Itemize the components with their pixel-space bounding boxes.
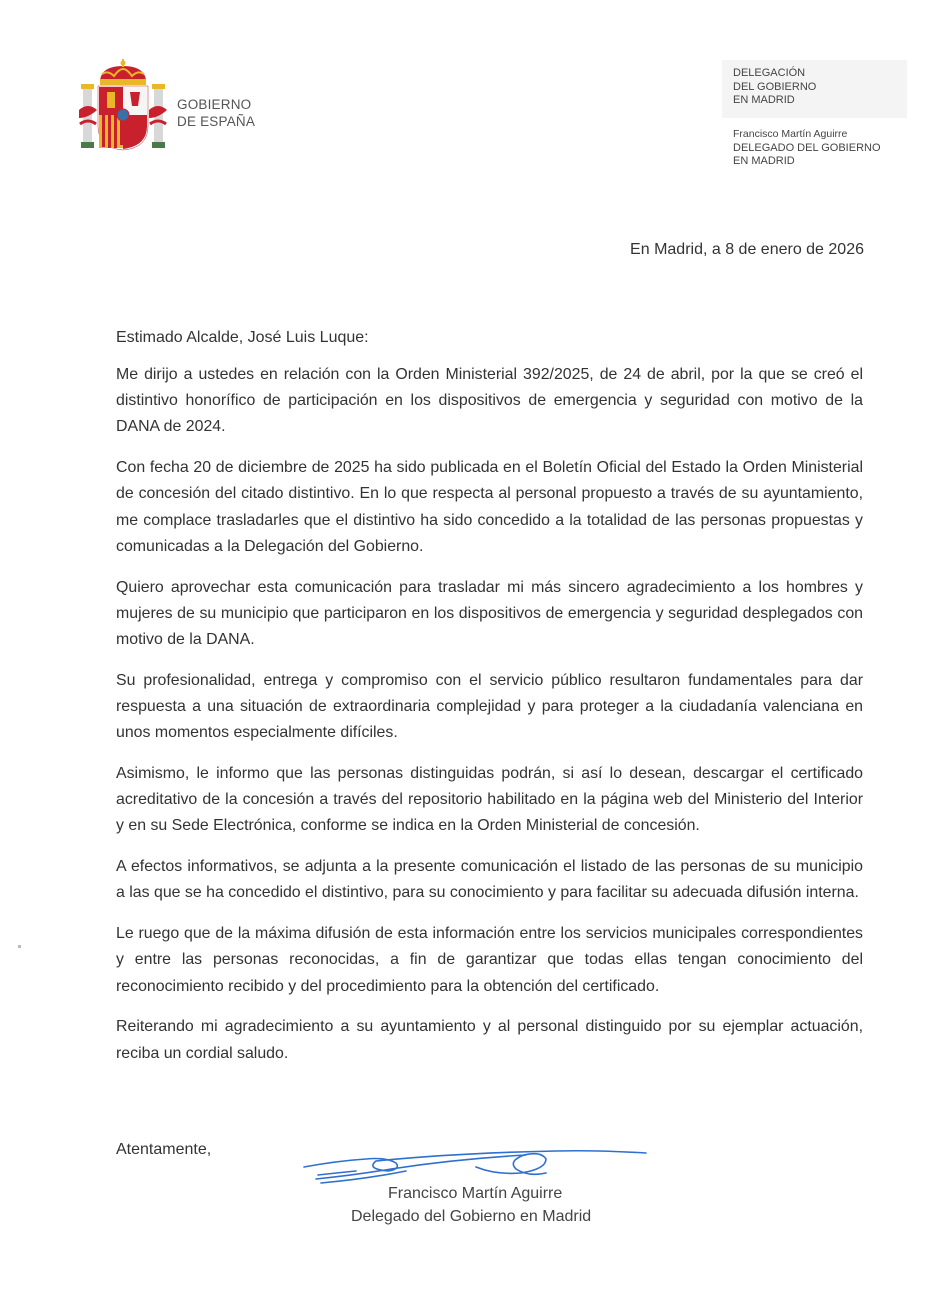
- department-title: [733, 67, 816, 108]
- signatory-name: Francisco Martín Aguirre: [388, 1185, 563, 1202]
- spain-coat-of-arms-icon: [78, 58, 168, 154]
- paragraph: Su profesionalidad, entrega y compromiso con el servicio público resultaron fundamentales para dar respuesta a una situación de extraordinaria complejidad y para proteger a la ciudadanía valenciana en unos momentos especialmente difíciles.: [116, 671, 863, 742]
- department-line: EN MADRID: [733, 94, 795, 106]
- sender-title: DELEGADO DEL GOBIERNO: [733, 141, 881, 154]
- paragraph: A efectos informativos, se adjunta a la presente comunicación el listado de las personas de su municipio a las que se ha concedido el distintivo, para su conocimiento y para facilitar su adecuada difusión interna.: [116, 858, 863, 902]
- paragraph: Me dirijo a ustedes en relación con la Orden Ministerial 392/2025, de 24 de abril, por la que se creó el distintivo honorífico de participación en los dispositivos de emergencia y seguridad con motivo de la DANA de 2024.: [116, 366, 863, 436]
- department-line: DEL GOBIERNO: [733, 80, 817, 93]
- paragraph: Asimismo, le informo que las personas distinguidas podrán, si así lo desean, descargar el certificado acreditativo de la concesión a través del repositorio habilitado en la página web del Ministerio del Interior y en su Sede Electrónica, conforme se indica en la Orden Ministerial de concesión.: [116, 765, 863, 835]
- signatory-role: Delegado del Gobierno en Madrid: [351, 1208, 592, 1225]
- sender-name: Francisco Martín Aguirre: [733, 128, 848, 140]
- paragraph: Le ruego que de la máxima difusión de esta información entre los servicios municipales correspondientes y entre las personas reconocidas, a fin de garantizar que todas ellas tengan conocimiento del reconocimiento recibido y del procedimiento para la obtención del certificado.: [116, 925, 863, 995]
- sender-title: EN MADRID: [733, 155, 795, 167]
- paragraph: Con fecha 20 de diciembre de 2025 ha sido publicada en el Boletín Oficial del Estado la Orden Ministerial de concesión del citado distintivo. En lo que respecta al personal propuesto a través de su ayuntamiento, me complace trasladarles que el distintivo ha sido concedido a la totalidad de las personas propuestas y comunicadas a la Delegación del Gobierno.: [116, 459, 863, 555]
- closing: Atentamente,: [116, 1141, 212, 1158]
- scan-speck: [18, 945, 21, 948]
- salutation: Estimado Alcalde, José Luis Luque:: [116, 329, 369, 346]
- department-line: DELEGACIÓN: [733, 67, 806, 79]
- paragraph: Quiero aprovechar esta comunicación para trasladar mi más sincero agradecimiento a los hombres y mujeres de su municipio que participaron en los dispositivos de emergencia y seguridad desplegados con motivo de la DANA.: [116, 578, 863, 649]
- paragraph: Reiterando mi agradecimiento a su ayuntamiento y al personal distinguido por su ejemplar actuación, reciba un cordial saludo.: [116, 1018, 863, 1062]
- letter-body: [116, 362, 863, 1081]
- espana-line: DE ESPAÑA: [177, 114, 256, 129]
- letter-date: En Madrid, a 8 de enero de 2026: [630, 241, 864, 258]
- gobierno-line: GOBIERNO: [177, 97, 252, 112]
- gobierno-logo-text: [177, 96, 255, 130]
- sender-block: [733, 128, 881, 169]
